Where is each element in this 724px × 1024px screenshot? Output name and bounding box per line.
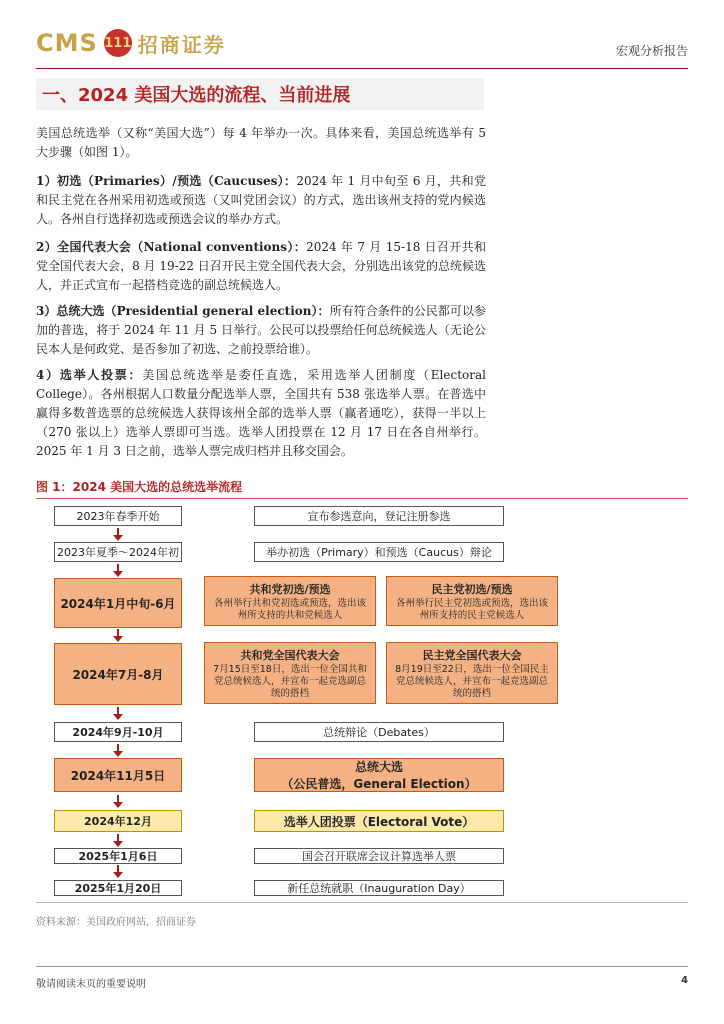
republican-primary-box — [204, 576, 376, 626]
logo-badge-icon — [104, 29, 132, 57]
flow-desc-box: 举办初选（Primary）和预选（Caucus）辩论 — [254, 542, 504, 562]
flow-date-box-highlight: 2024年11月5日 — [54, 758, 182, 792]
figure-title: 图 1：2024 美国大选的总统选举流程 — [36, 478, 688, 499]
step4-heading: 4）选举人投票： — [36, 368, 143, 382]
democratic-convention-title: 民主党全国代表大会 — [422, 648, 522, 662]
democratic-primary-title: 民主党初选/预选 — [431, 582, 513, 596]
step3-body: 所有符合条件的公民都可以参加的普选，将于 2024 年 11 月 5 日举行。公民可以投票给任何总统候选人（无论公民本人是何政党、是否参加了初选、之前投票给谁）。 — [36, 304, 486, 356]
flow-date-box: 2025年1月6日 — [54, 848, 182, 864]
democratic-primary-desc: 各州举行民主党初选或预选，选出该州所支持的民主党候选人 — [395, 597, 548, 621]
section-heading — [36, 78, 484, 110]
intro-paragraph: 美国总统选举（又称“美国大选”）每 4 年举办一次。具体来看，美国总统选举有 5 大步骤（如图 1）。 — [36, 126, 486, 159]
page-footer — [36, 966, 688, 990]
electoral-vote-box: 选举人团投票（Electoral Vote） — [254, 810, 504, 832]
logo-badge-text: 111 — [104, 35, 132, 51]
flow-date-box-yellow: 2024年12月 — [54, 810, 182, 832]
logo-latin-text: CMS — [36, 29, 98, 57]
republican-primary-title: 共和党初选/预选 — [249, 582, 331, 596]
step3-paragraph — [36, 302, 486, 359]
report-type-label: 宏观分析报告 — [615, 44, 688, 58]
flow-date-box: 2023年春季开始 — [54, 506, 182, 526]
step3-heading: 3）总统大选（Presidential general election）： — [36, 304, 330, 318]
republican-convention-box — [204, 642, 376, 704]
flow-date-box: 2023年夏季～2024年初 — [54, 542, 182, 562]
flow-desc-box: 国会召开联席会议计算选举人票 — [254, 848, 504, 864]
section-title-text: 一、2024 美国大选的流程、当前进展 — [42, 85, 351, 106]
democratic-convention-box — [386, 642, 558, 704]
page-header — [36, 24, 688, 69]
republican-convention-desc: 7月15日至18日，选出一位全国共和党总统候选人，并宣布一起竞选副总统的搭档 — [213, 663, 367, 699]
step1-paragraph — [36, 172, 486, 229]
figure-source: 资料来源：美国政府网站，招商证券 — [36, 902, 688, 928]
flow-date-box: 2025年1月20日 — [54, 880, 182, 896]
general-election-subtitle: （公民普选，General Election） — [281, 777, 477, 791]
company-logo — [36, 26, 226, 60]
flow-desc-box: 总统辩论（Debates） — [254, 722, 504, 742]
republican-convention-title: 共和党全国代表大会 — [240, 648, 340, 662]
page-number: 4 — [681, 975, 688, 986]
step2-body: 2024 年 7 月 15-18 日召开共和党全国代表大会，8 月 19-22 日召开民主党全国代表大会，分别选出该党的总统候选人，并正式宣布一起搭档竞选的副总统候选人。 — [36, 240, 486, 292]
flow-date-box: 2024年9月-10月 — [54, 722, 182, 742]
step2-paragraph — [36, 238, 486, 295]
democratic-primary-box — [386, 576, 558, 626]
democratic-convention-desc: 8月19日至22日，选出一位全国民主党总统候选人，并宣布一起竞选副总统的搭档 — [395, 663, 549, 699]
step4-body: 美国总统选举是委任直选，采用选举人团制度（Electoral College）。各州根据人口数量分配选举人票，全国共有 538 张选举人票。在普选中赢得多数普选票的总统候选人获得该州全部的选举人票（赢者通吃），获得一半以上（270 张以上）选举人票即可当选。选举人团投票在 12 月 17 日在各自州举行。2025 年 1 月 3 日之前，选举人票完成归档并且移交国会。 — [36, 368, 486, 458]
republican-primary-desc: 各州举行共和党初选或预选，选出该州所支持的共和党候选人 — [213, 597, 366, 621]
general-election-box — [254, 758, 504, 792]
step1-heading: 1）初选（Primaries）/预选（Caucuses）： — [36, 174, 297, 188]
flow-desc-box: 新任总统就职（Inauguration Day） — [254, 880, 504, 896]
flow-desc-box: 宣布参选意向，登记注册参选 — [254, 506, 504, 526]
footer-disclaimer: 敬请阅读末页的重要说明 — [36, 979, 146, 990]
step4-paragraph — [36, 366, 486, 461]
flow-date-box-highlight: 2024年1月中旬-6月 — [54, 578, 182, 628]
flow-date-box-highlight: 2024年7月-8月 — [54, 643, 182, 705]
step2-heading: 2）全国代表大会（National conventions）： — [36, 240, 307, 254]
logo-chinese-text: 招商证券 — [137, 32, 226, 57]
step1-body: 2024 年 1 月中旬至 6 月，共和党和民主党在各州采用初选或预选（又叫党团会议）的方式，选出该州支持的党内候选人。各州自行选择初选或预选会议的举办方式。 — [36, 174, 486, 226]
general-election-title: 总统大选 — [354, 760, 403, 774]
